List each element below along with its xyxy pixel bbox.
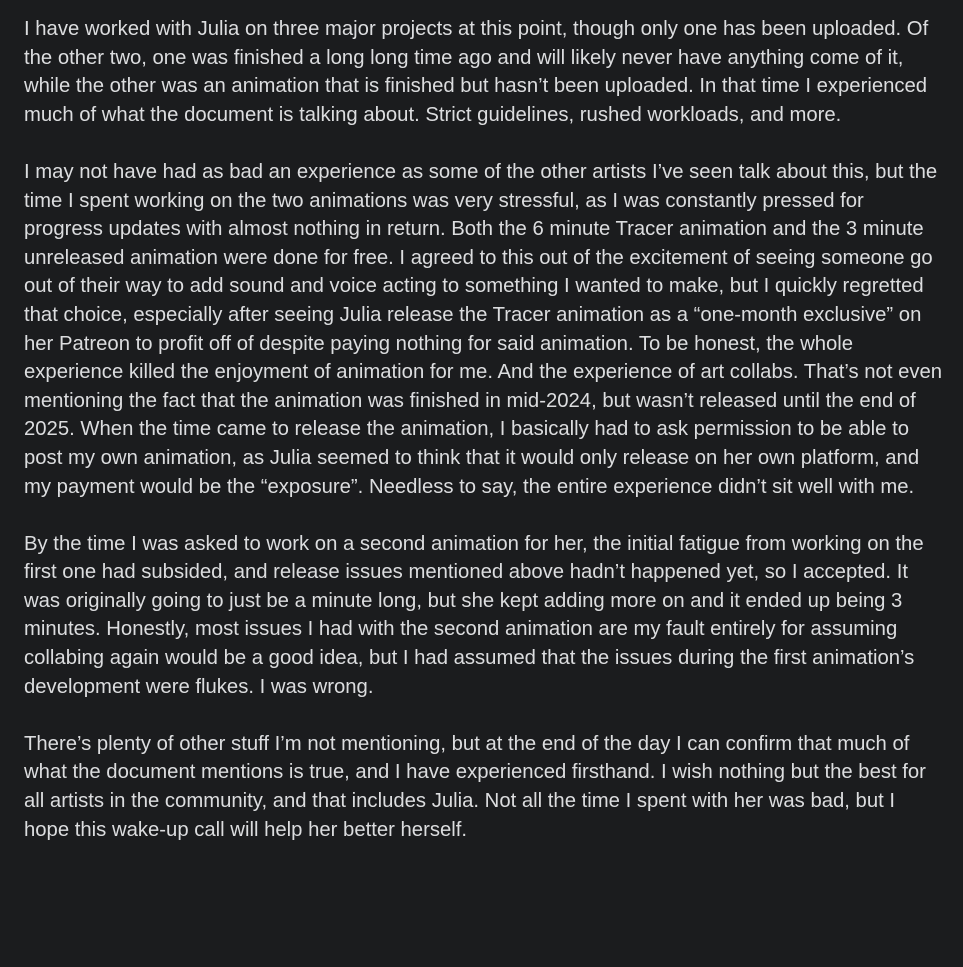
- paragraph-2: I may not have had as bad an experience as some of the other artists I’ve seen talk about this, but the time I spent working on the two animations was very stressful, as I was constantly pressed for progress updates with almost nothing in return. Both the 6 minute Tracer animation and the 3 minute unreleased animation were done for free. I agreed to this out of the excitement of seeing someone go out of their way to add sound and voice acting to something I wanted to make, but I quickly regretted that choice, especially after seeing Julia release the Tracer animation as a “one-month exclusive” on her Patreon to profit off of despite paying nothing for said animation. To be honest, the whole experience killed the enjoyment of animation for me. And the experience of art collabs. That’s not even mentioning the fact that the animation was finished in mid-2024, but wasn’t released until the end of 2025. When the time came to release the animation, I basically had to ask permission to be able to post my own animation, as Julia seemed to think that it would only release on her own platform, and my payment would be the “exposure”. Needless to say, the entire experience didn’t sit well with me.: [24, 160, 943, 498]
- paragraph-3: By the time I was asked to work on a second animation for her, the initial fatigue from working on the first one had subsided, and release issues mentioned above hadn’t happened yet, so I accepted. It was originally going to just be a minute long, but she kept adding more on and it ended up being 3 minutes. Honestly, most issues I had with the second animation are my fault entirely for assuming collabing again would be a good idea, but I had assumed that the issues during the first animation’s development were flukes. I was wrong.: [24, 532, 924, 698]
- paragraph-4: There’s plenty of other stuff I’m not mentioning, but at the end of the day I can confirm that much of what the document mentions is true, and I have experienced firsthand. I wish nothing but the best for all artists in the community, and that includes Julia. Not all the time I spent with her was bad, but I hope this wake-up call will help her better herself.: [24, 732, 926, 841]
- paragraph-1: I have worked with Julia on three major projects at this point, though only one has been uploaded. Of the other two, one was finished a long long time ago and will likely never have anything come of it, while the other was an animation that is finished but hasn’t been uploaded. In that time I experienced much of what the document is talking about. Strict guidelines, rushed workloads, and more.: [24, 18, 929, 126]
